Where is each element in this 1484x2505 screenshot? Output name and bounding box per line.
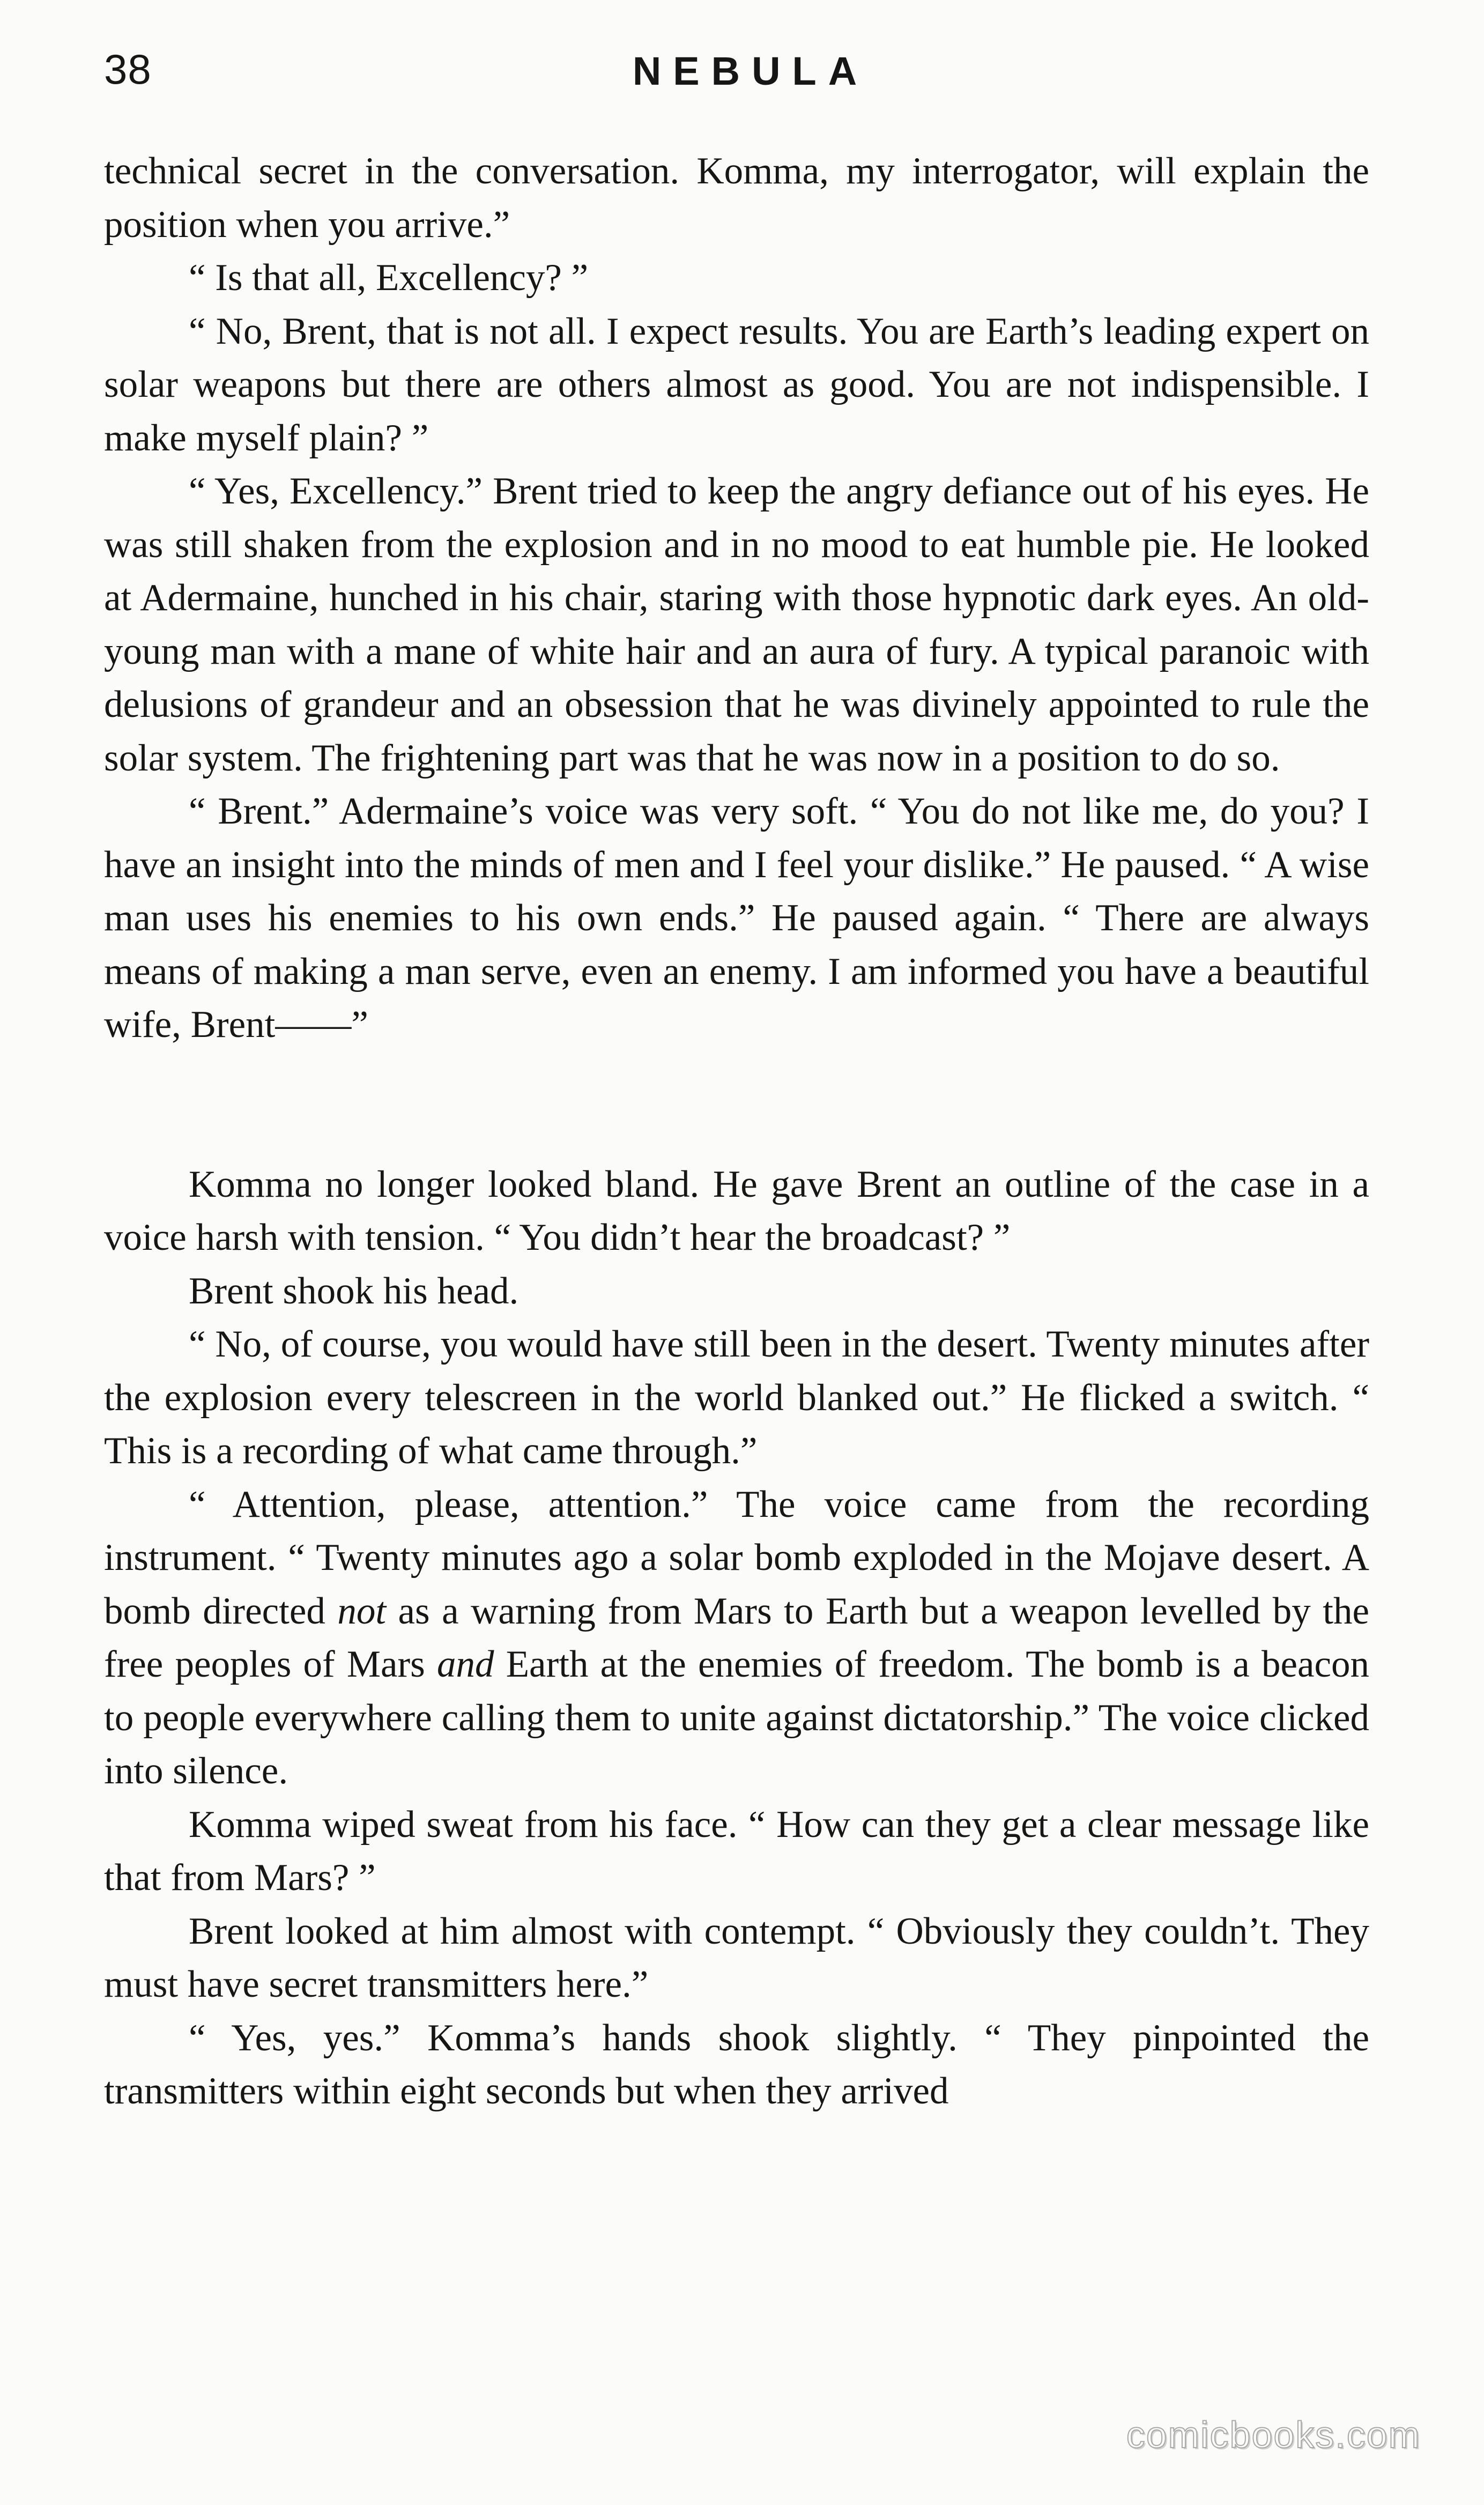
body-text	[104, 145, 1369, 2118]
paragraph	[104, 1478, 1369, 1798]
italic-emphasis: not	[337, 1590, 387, 1632]
paragraph: “ Is that all, Excellency? ”	[189, 257, 589, 299]
paragraph-segment: “ Attention, please, attention.” The voice came from the recording instrument. “ Twenty minutes ago a solar bomb exploded in the Mojave desert. A bomb directed	[104, 1483, 1369, 1632]
watermark: comicbooks.com	[1126, 2414, 1421, 2456]
paragraph: Komma no longer looked bland. He gave Brent an outline of the case in a voice harsh with tension. “ You didn’t hear the broadcast? ”	[104, 1163, 1369, 1258]
paragraph: “ Yes, yes.” Komma’s hands shook slightly. “ They pinpointed the transmitters within eight seconds but when they arrived	[104, 2017, 1369, 2112]
page-number: 38	[104, 46, 152, 93]
paragraph-segment: Earth at the enemies of freedom. The bomb is a beacon to people everywhere calling them to unite against dictatorship.” The voice clicked into silence.	[104, 1643, 1370, 1792]
italic-emphasis: and	[437, 1643, 494, 1685]
paragraph: “ Brent.” Adermaine’s voice was very soft. “ You do not like me, do you? I have an insight into the minds of men and I feel your dislike.” He paused. “ A wise man uses his enemies to his own ends.” He paused again. “ There are always means of making a man serve, even an enemy. I am informed you have a beautiful wife, Brent——”	[104, 790, 1369, 1046]
paragraph: Komma wiped sweat from his face. “ How can they get a clear message like that from Mars? ”	[104, 1803, 1369, 1899]
paragraph: “ No, Brent, that is not all. I expect results. You are Earth’s leading expert on solar weapons but there are others almost as good. You are not indispensible. I make myself plain? ”	[104, 310, 1369, 459]
running-title: NEBULA	[632, 49, 869, 93]
paragraph: Brent looked at him almost with contempt. “ Obviously they couldn’t. They must have secret transmitters here.”	[104, 1910, 1369, 2005]
paragraph-segment: as a warning from Mars to Earth but a weapon levelled by the free peoples of Mars	[104, 1590, 1369, 1685]
paragraph: technical secret in the conversation. Komma, my interrogator, will explain the position when you arrive.”	[104, 150, 1369, 246]
paragraph: “ No, of course, you would have still been in the desert. Twenty minutes after the explosion every telescreen in the world blanked out.” He flicked a switch. “ This is a recording of what came through.”	[104, 1323, 1369, 1472]
paragraph: “ Yes, Excellency.” Brent tried to keep the angry defiance out of his eyes. He was still shaken from the explosion and in no mood to eat humble pie. He looked at Adermaine, hunched in his chair, staring with those hypnotic dark eyes. An old-young man with a mane of white hair and an aura of fury. A typical paranoic with delusions of grandeur and an obsession that he was divinely appointed to rule the solar system. The frightening part was that he was now in a position to do so.	[104, 470, 1369, 779]
paragraph: Brent shook his head.	[189, 1270, 519, 1312]
